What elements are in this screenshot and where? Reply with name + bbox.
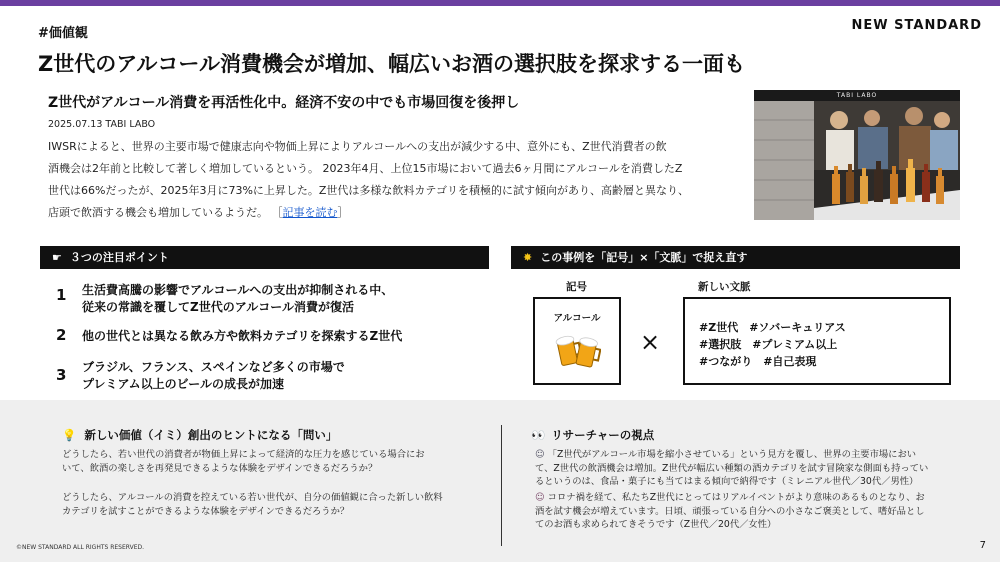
pointing-hand-icon: ☛ (52, 251, 62, 264)
read-article-link[interactable]: 記事を読む (282, 206, 338, 219)
point-number: 2 (56, 326, 67, 344)
symbol-column-label: 記号 (566, 281, 587, 293)
context-tags: #Z世代 #ソバーキュリアス (699, 321, 846, 334)
person-icon: ☺ (535, 492, 545, 503)
article-body-line: IWSRによると、世界の主要市場で健康志向や物価上昇によりアルコールへの支出が減少する中、意外にも、Z世代消費者の飲 (48, 140, 667, 153)
eyes-icon: 👀 (531, 428, 546, 442)
image-source-label: TABI LABO (754, 90, 960, 101)
questions-title: 💡 新しい価値（イミ）創出のヒントになる「問い」 (62, 428, 338, 442)
person-icon: ☺ (535, 449, 545, 460)
party-photo-illustration (754, 90, 960, 220)
point-text: ブラジル、フランス、スペインなど多くの市場で プレミアム以上のビールの成長が加速 (82, 360, 345, 391)
article-body-line: 店頭で飲酒する機会も増加しているようだ。 ［記事を読む］ (48, 206, 349, 219)
reframe-heading: この事例を「記号」×「文脈」で捉え直す (540, 251, 748, 264)
context-tags: #つながり #自己表現 (699, 355, 817, 368)
brand-logo: NEW STANDARD (851, 18, 982, 33)
article-title: Z世代がアルコール消費を再活性化中。経済不安の中でも市場回復を後押し (48, 95, 520, 111)
sparkle-icon: ✸ (523, 251, 533, 264)
context-column-label: 新しい文脈 (698, 281, 751, 293)
times-symbol: × (640, 328, 661, 356)
panel-divider (501, 425, 502, 546)
category-tag: #価値観 (38, 26, 88, 41)
points-heading: ３つの注目ポイント (69, 251, 169, 264)
article-body-line: 酒機会は2年前と比較して著しく増加しているという。 2023年4月、上位15市場において過去6ヶ月間にアルコールを消費したZ (48, 162, 683, 175)
article-photo (754, 90, 960, 220)
article-body-line: 世代は66%だったが、2025年3月に73%に上昇した。Z世代は多様な飲料カテゴリを積極的に試す傾向があり、高齢層と異なり、 (48, 184, 689, 197)
points-section-header (40, 246, 489, 269)
question-2: どうしたら、アルコールの消費を控えている若い世代が、自分の価値観に合った新しい飲料 カテゴリを試すことができるような体験をデザインできるだろうか？ (62, 492, 443, 517)
question-1: どうしたら、若い世代の消費者が物価上昇によって経済的な圧力を感じている場合にお いて、飲酒の楽しさを再発見できるような体験をデザインできるだろうか？ (62, 449, 425, 474)
beer-mugs-icon (555, 332, 601, 368)
researcher-comment-2: ☺ コロナ禍を経て、私たちZ世代にとってはリアルイベントがより意味のあるものとなり、お 酒を試す機会が増えています。日頃、頑張っている自分への小さなご褒美として、嗜好品とし てのお酒も求められてきそうです（Z世代／20代／女性） (535, 492, 925, 530)
researcher-title: 👀 リサーチャーの視点 (531, 428, 655, 442)
accent-bar (0, 0, 1000, 6)
context-tags: #選択肢 #プレミアム以上 (699, 338, 838, 351)
point-text: 他の世代とは異なる飲み方や飲料カテゴリを探索するZ世代 (82, 329, 403, 343)
lightbulb-icon: 💡 (62, 428, 77, 442)
symbol-text: アルコール (553, 313, 601, 324)
page-title: Z世代のアルコール消費機会が増加、幅広いお酒の選択肢を探求する一面も (38, 52, 745, 76)
page-number: 7 (979, 540, 986, 551)
point-number: 1 (56, 286, 67, 304)
point-text: 生活費高騰の影響でアルコールへの支出が抑制される中、 従来の常識を覆してZ世代のアルコール消費が復活 (82, 283, 394, 314)
reframe-section-header (511, 246, 960, 269)
copyright: ©NEW STANDARD ALL RIGHTS RESERVED. (16, 544, 145, 551)
researcher-comment-1: ☺ 「Z世代がアルコール市場を縮小させている」という見方を覆し、世界の主要市場におい て、Z世代の飲酒機会は増加。Z世代が幅広い種類の酒カテゴリを試す冒険家な側面も持ってい るというのは、食品・菓子にも当てはまる傾向で納得です（ミレニアル世代／30代／男性） (535, 449, 929, 487)
article-meta: 2025.07.13 TABI LABO (48, 119, 156, 130)
article-body (48, 136, 718, 224)
symbol-box (533, 297, 621, 385)
context-box (683, 297, 951, 385)
point-number: 3 (56, 366, 67, 384)
